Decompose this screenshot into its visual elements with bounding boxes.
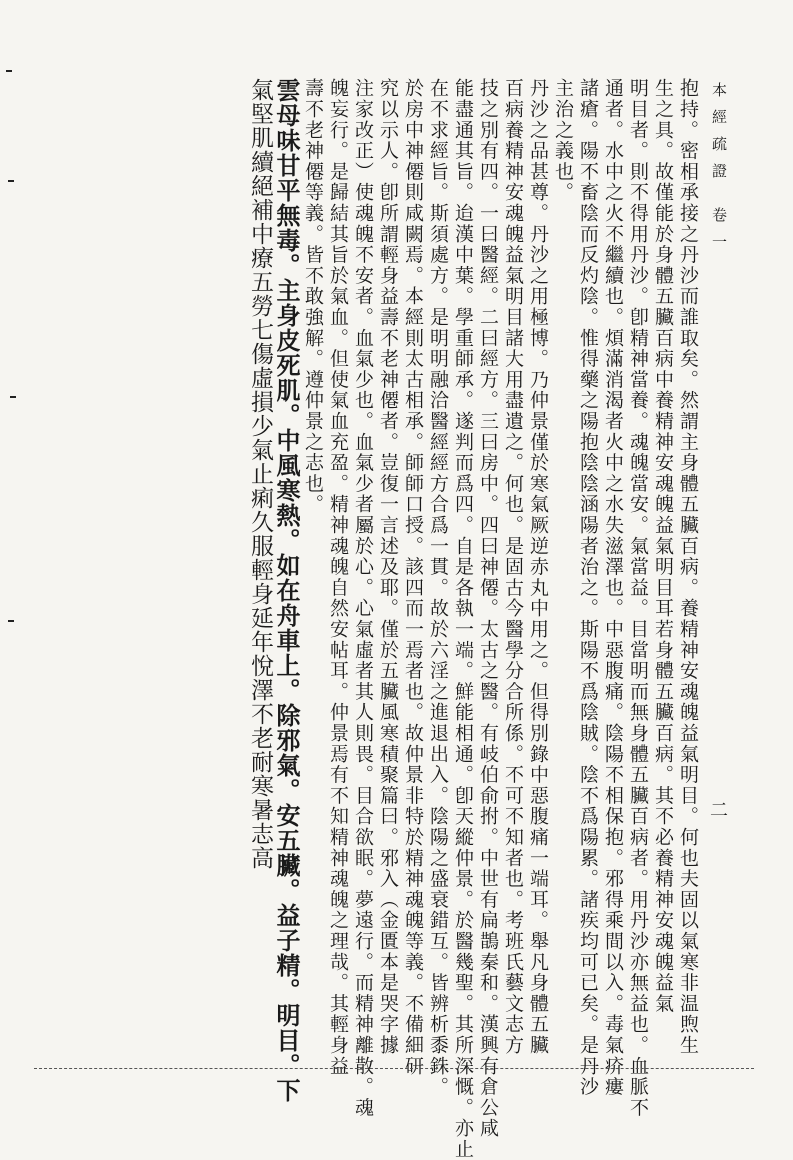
text-column: 主治之義也。	[552, 78, 574, 203]
bottom-rule	[34, 1068, 754, 1070]
text-column: 技之別有四。一曰醫經。二曰經方。三曰房中。四曰神僊。太古之醫。有岐伯俞拊。中世有扁鵲秦和。漢興有倉公咸	[477, 78, 499, 1139]
text-column: 注家改正）使魂魄不安者。血氣少也。血氣少者屬於心。心氣虛者其人則畏。目合欲眠。夢遠行。而精神離散。魂	[352, 78, 374, 1118]
text-column: 諸瘡。陽不畜陰而反灼陰。惟得藥之陽抱陰陰涵陽者治之。斯陽不爲陰賊。陰不爲陽累。諸疾均可已矣。是丹沙	[577, 78, 599, 1098]
text-column: 丹沙之品甚尊。丹沙之用極博。乃仲景僅於寒氣厥逆赤丸中用之。但得別錄中惡腹痛一端耳。舉凡身體五臟	[527, 78, 549, 1056]
text-column: 究以示人。卽所謂輕身益壽不老神僊者。豈復一言述及耶。僅於五臟風寒積聚篇曰。邪入（金匱本是哭字據	[377, 78, 399, 1056]
scan-mark	[10, 396, 16, 398]
page-number: 二	[707, 800, 728, 818]
scan-mark	[8, 180, 14, 182]
text-column: 百病養精神安魂魄益氣明目諸大用盡遺之。何也。是固古今醫學分合所係。不可不知者也。考班氏藝文志方	[502, 78, 524, 1056]
running-header: 本經疏證 卷一	[710, 82, 728, 261]
text-column: 明目者。則不得用丹沙。卽精神當養。魂魄當安。氣當益。目當明而無身體五臟百病者。用丹沙亦無益也。血脈不	[627, 78, 649, 1118]
text-column: 氣堅肌續絕補中療五勞七傷虛損少氣止痢久服輕身延年悅澤不老耐寒暑志高	[247, 78, 273, 870]
text-column: 通者。水中之火不繼續也。煩滿消渴者火中之水失滋澤也。中惡腹痛。陰陽不相保抱。邪得乘間以入。毒氣疥瘻	[602, 78, 624, 1098]
scan-mark	[6, 70, 12, 72]
text-column: 抱持。密相承接之丹沙而誰取矣。然謂主身體五臟百病。養精神安魂魄益氣明目。何也夫固以氣寒非温煦生	[677, 78, 699, 1056]
text-column: 生之具。故僅能於身體五臟百病中養精神安魂魄益氣明目耳若身體五臟百病。其不必養精神安魂魄益氣	[652, 78, 674, 1014]
text-column: 於房中神僊則咸闕焉。本經則太古相承。師師口授。該四而一焉者也。故仲景非特於精神魂魄等義。不備細研	[402, 78, 424, 1077]
text-column: 壽不老神僊等義。皆不敢強解。遵仲景之志也。	[302, 78, 324, 515]
text-column: 在不求經旨。斯須處方。是明明融洽醫經經方合爲一貫。故於六淫之進退出入。陰陽之盛衰錯互。皆辨析黍銖。	[427, 78, 449, 1098]
text-column: 能盡通其旨。迨漢中葉。學重師承。遂判而爲四。自是各執一端。鮮能相通。卽天縱仲景。於醫幾聖。其所深慨。亦止	[452, 78, 474, 1160]
text-column: 魄妄行。是歸結其旨於氣血。但使氣血充盈。精神魂魄自然安帖耳。仲景焉有不知精神魂魄之理哉。其輕身益	[327, 78, 349, 1077]
text-column: 雲母味甘平無毒。主身皮死肌。中風寒熱。如在舟車上。除邪氣。安五臟。益子精。明目。下	[272, 78, 301, 1103]
scan-mark	[8, 620, 14, 622]
text-body	[72, 78, 700, 1160]
